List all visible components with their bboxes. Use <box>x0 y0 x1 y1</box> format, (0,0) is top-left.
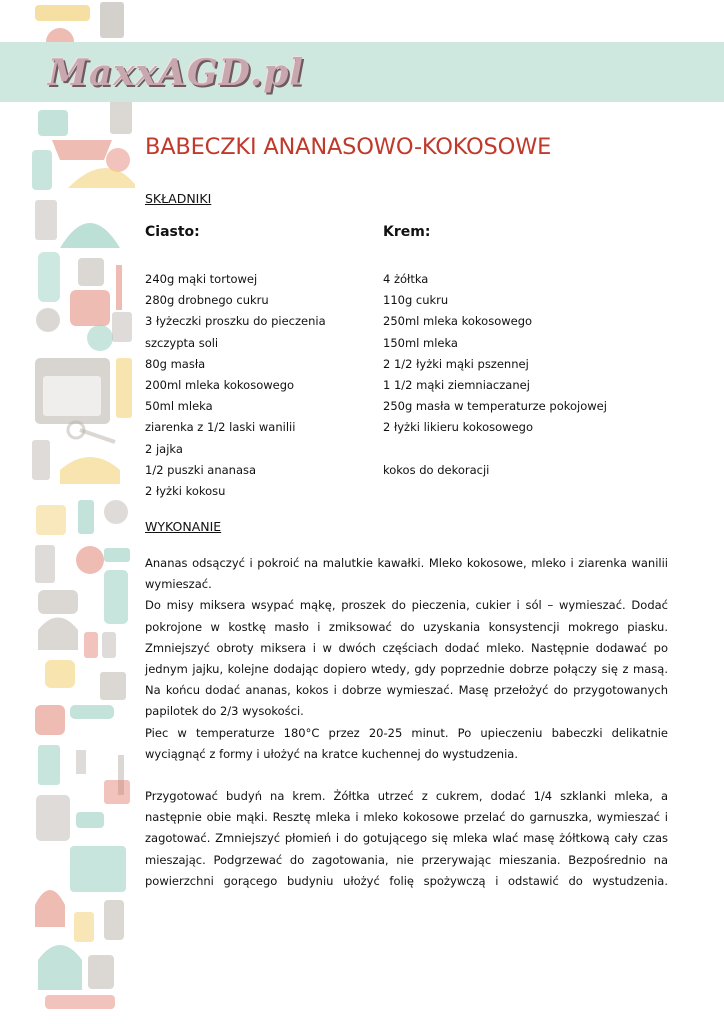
list-item: 3 łyżeczki proszku do pieczenia <box>145 314 326 329</box>
cream-ingredient-list <box>383 269 607 481</box>
list-item: 2 1/2 łyżki mąki pszennej <box>383 356 529 371</box>
method-paragraphs <box>145 553 668 765</box>
dough-ingredient-list <box>145 269 326 502</box>
list-item: 2 łyżki likieru kokosowego <box>383 420 533 435</box>
list-item: 1 1/2 mąki ziemniaczanej <box>383 377 530 392</box>
cream-heading: Krem: <box>383 224 431 240</box>
decoration-item: kokos do dekoracji <box>383 462 490 477</box>
method-heading: WYKONANIE <box>145 519 222 534</box>
decorative-kitchen-strip <box>30 0 135 1024</box>
list-item: szczypta soli <box>145 335 219 350</box>
list-item: ziarenka z 1/2 laski wanilii <box>145 420 296 435</box>
kitchen-pattern-illustration <box>30 0 135 1024</box>
site-logo: MaxxAGD.pl <box>48 52 305 94</box>
method-step-3: Piec w temperaturze 180°C przez 20-25 minut. Po upieczeniu babeczki delikatnie wyciągnąć z formy i ułożyć na kratce kuchennej do wystudzenia. <box>145 725 668 761</box>
list-item: 2 jajka <box>145 441 183 456</box>
list-item: 280g drobnego cukru <box>145 293 269 308</box>
dough-heading: Ciasto: <box>145 224 200 240</box>
list-item: 250g masła w temperaturze pokojowej <box>383 399 607 414</box>
list-item: 240g mąki tortowej <box>145 272 258 286</box>
list-item: 200ml mleka kokosowego <box>145 377 295 392</box>
list-item: 80g masła <box>145 356 206 371</box>
list-item: 2 łyżki kokosu <box>145 483 226 498</box>
method-step-2: Do misy miksera wsypać mąkę, proszek do pieczenia, cukier i sól – wymieszać. Dodać pokrojone w kostkę masło i zmiksować do uzyskania konsystencji mokrego piasku. Zmniejszyć obroty miksera i w dwóch częściach dodać mleko. Następnie dodawać po jednym jajku, kolejne dodając dopiero wtedy, gdy poprzednie dobrze połączy się z masą. Na końcu dodać ananas, kokos i dobrze wymieszać. Masę przełożyć do przygotowanych papilotek do 2/3 wysokości. <box>145 598 668 719</box>
list-item: 150ml mleka <box>383 335 458 350</box>
list-item: 50ml mleka <box>145 399 213 414</box>
cream-method-paragraph <box>145 786 668 892</box>
method-step-1: Ananas odsączyć i pokroić na malutkie kawałki. Mleko kokosowe, mleko i ziarenka wanilii wymieszać. <box>145 556 668 592</box>
list-item: 110g cukru <box>383 293 449 308</box>
list-item: 1/2 puszki ananasa <box>145 462 257 477</box>
list-spacer <box>383 439 607 460</box>
list-item: 250ml mleka kokosowego <box>383 314 533 329</box>
list-item: 4 żółtka <box>383 272 429 286</box>
recipe-title: BABECZKI ANANASOWO-KOKOSOWE <box>145 134 552 160</box>
method-step-4: Przygotować budyń na krem. Żółtka utrzeć z cukrem, dodać 1/4 szklanki mleka, a następnie obie mąki. Resztę mleka i mleko kokosowe przelać do garnuszka, wymieszać i zagotować. Zmniejszyć płomień i do gotującego się mleka wlać masę żółtkową cały czas mieszając. Podgrzewać do zagotowania, nie przerywając mieszania. Bezpośrednio na powierzchni gorącego budyniu ułożyć folię spożywczą i odstawić do wystudzenia. <box>145 789 668 888</box>
ingredients-heading: SKŁADNIKI <box>145 191 212 206</box>
